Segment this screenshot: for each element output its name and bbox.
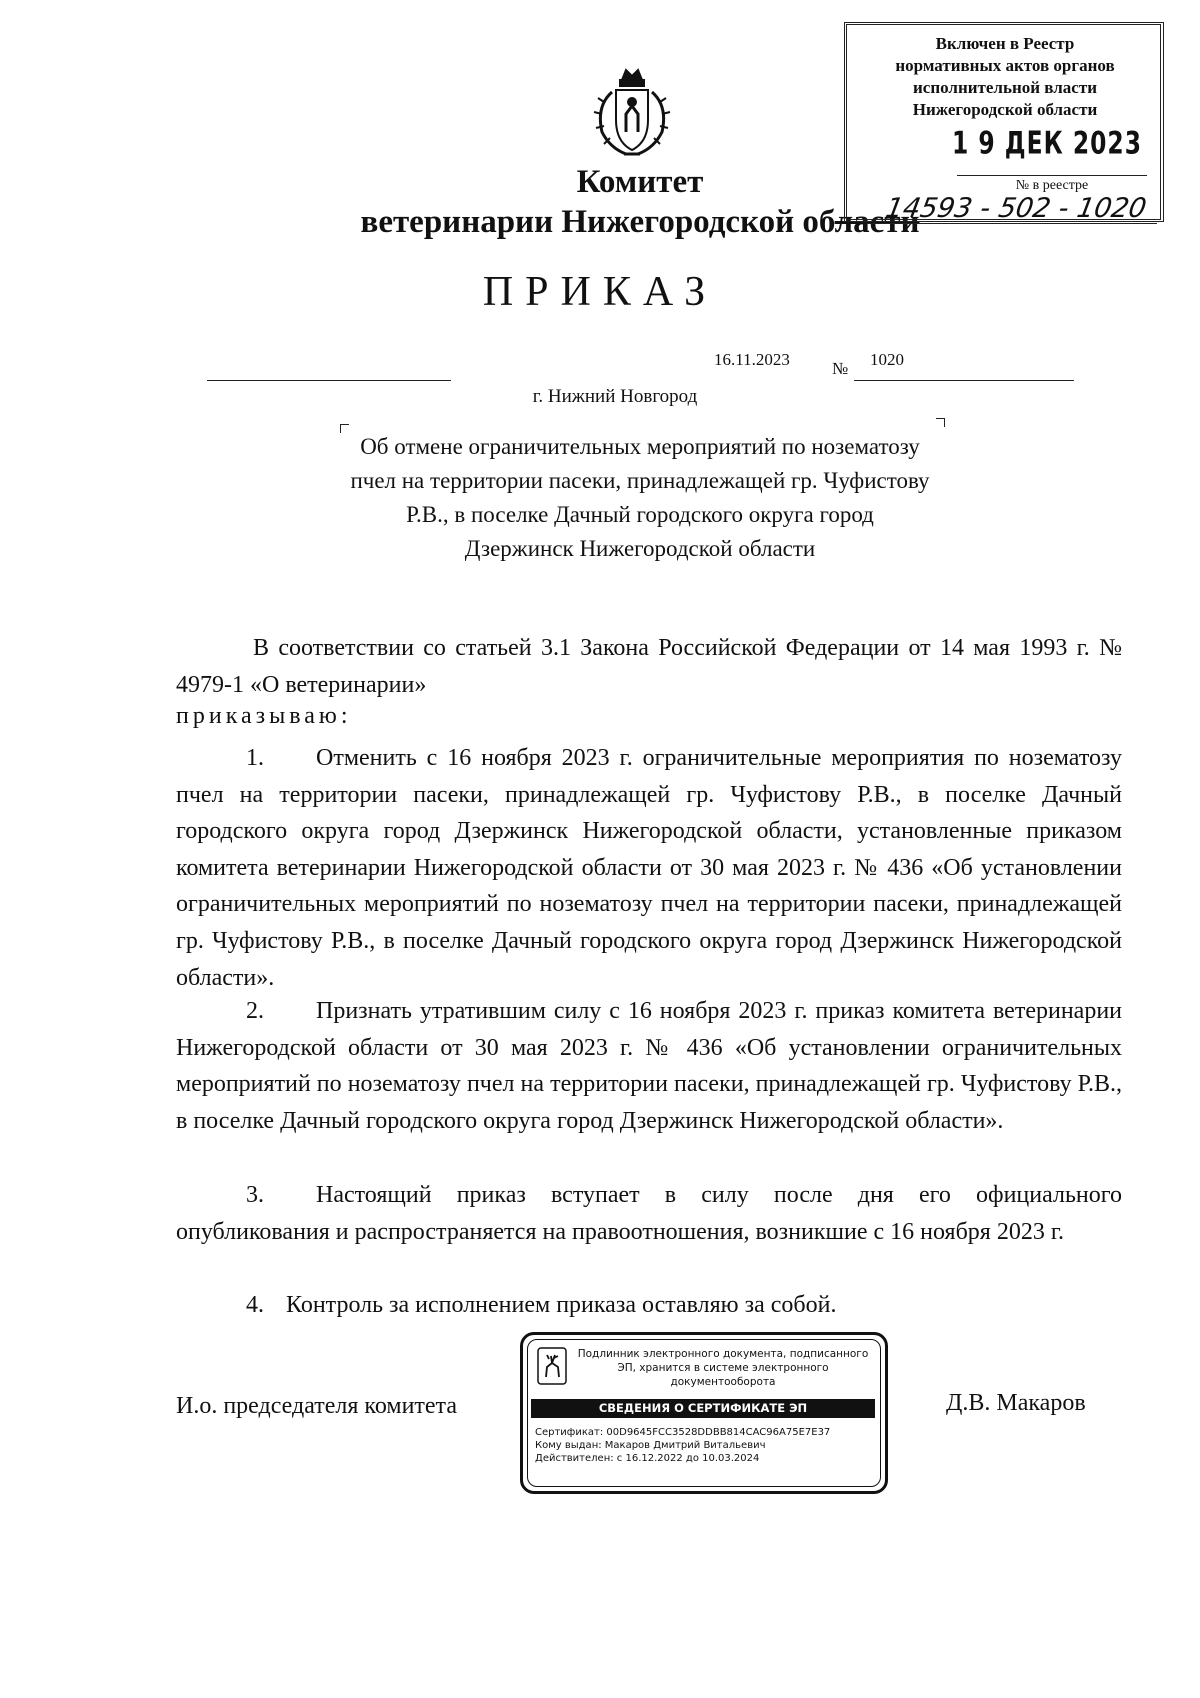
committee-title-line1: Комитет [576,164,704,200]
registry-stamp-line: нормативных актов органов [895,56,1115,75]
order-word: приказываю: [176,703,352,729]
registry-number-handwritten: 14593 - 502 - 1020 [883,193,1149,224]
signer-name: Д.В. Макаров [946,1390,1086,1416]
registry-stamp-text [853,33,1157,121]
registry-number-underline [867,223,1157,224]
document-date: 16.11.2023 [714,350,790,369]
order-item-text: Признать утратившим силу с 16 ноября 2023 г. приказ комитета ветеринарии Нижегородской области от 30 мая 2023 г. № 436 «Об установлении ограничительных мероприятий по нозематозу пчел на территории пасеки, принадлежащей гр. Чуфистову Р.В., в поселке Дачный городского округа город Дзержинск Нижегородской области». [176,998,1122,1134]
esign-validity: Действителен: с 16.12.2022 до 10.03.2024 [535,1453,760,1464]
subject-corner-mark-left [340,424,349,433]
document-subject: Об отмене ограничительных мероприятий по нозематозу пчел на территории пасеки, принадлежащей гр. Чуфистову Р.В., в поселке Дачный городского округа город Дзержинск Нижегородской области [350,434,930,561]
order-item [176,993,1122,1139]
preamble-paragraph: В соответствии со статьей 3.1 Закона Российской Федерации от 14 мая 1993 г. № 4979-1 «О ветеринарии» [176,635,1122,698]
deer-emblem-icon [537,1347,567,1385]
document-number: 1020 [870,350,904,369]
order-item-number: 3. [246,1182,264,1208]
registry-stamp-line: исполнительной власти [913,78,1097,97]
order-item [176,1287,1122,1324]
document-type-heading: ПРИКАЗ [482,269,718,315]
order-item-number: 2. [246,998,264,1024]
committee-title-line2-struck: ласти [834,204,920,240]
order-item-number: 4. [246,1292,264,1318]
order-item-number: 1. [246,745,264,771]
committee-title-line2-main: ветеринарии Нижегородской об [360,204,835,240]
order-item-text: Контроль за исполнением приказа оставляю за собой. [286,1292,837,1318]
order-item-text: Настоящий приказ вступает в силу после дня его официального опубликования и распространяется на правоотношения, возникшие с 16 ноября 2023 г. [176,1182,1122,1245]
order-item [176,740,1122,996]
date-underline [207,380,451,381]
electronic-signature-stamp [520,1332,888,1494]
registry-stamp-date: 1 9 ДЕК 2023 [951,126,1142,162]
document-number-label: № [832,359,849,378]
esign-banner: СВЕДЕНИЯ О СЕРТИФИКАТЕ ЭП [531,1399,875,1418]
number-underline [854,380,1074,381]
order-item [176,1177,1122,1250]
registry-stamp-line: Нижегородской области [912,100,1098,119]
signer-position: И.о. председателя комитета [176,1393,457,1419]
esign-owner: Кому выдан: Макаров Дмитрий Витальевич [535,1440,766,1451]
esign-note: Подлинник электронного документа, подписанного ЭП, хранится в системе электронного документооборота [577,1348,869,1388]
esign-certificate: Сертификат: 00D9645FCC3528DDBB814CAC96A75E7E37 [535,1427,831,1438]
subject-corner-mark-right [936,418,945,427]
registry-stamp [844,22,1164,222]
coat-of-arms-emblem [586,62,678,162]
order-item-text: Отменить с 16 ноября 2023 г. ограничительные мероприятия по нозематозу пчел на территории пасеки, принадлежащей гр. Чуфистову Р.В., в поселке Дачный городского округа город Дзержинск Нижегородской области, установленные приказом комитета ветеринарии Нижегородской области от 30 мая 2023 г. № 436 «Об установлении ограничительных мероприятий по нозематозу пчел на территории пасеки, принадлежащей гр. Чуфистову Р.В., в поселке Дачный городского округа город Дзержинск Нижегородской области». [176,745,1122,991]
registry-number-label: № в реестре [957,175,1147,194]
registry-stamp-line: Включен в Реестр [935,34,1075,53]
document-city: г. Нижний Новгород [532,386,698,407]
